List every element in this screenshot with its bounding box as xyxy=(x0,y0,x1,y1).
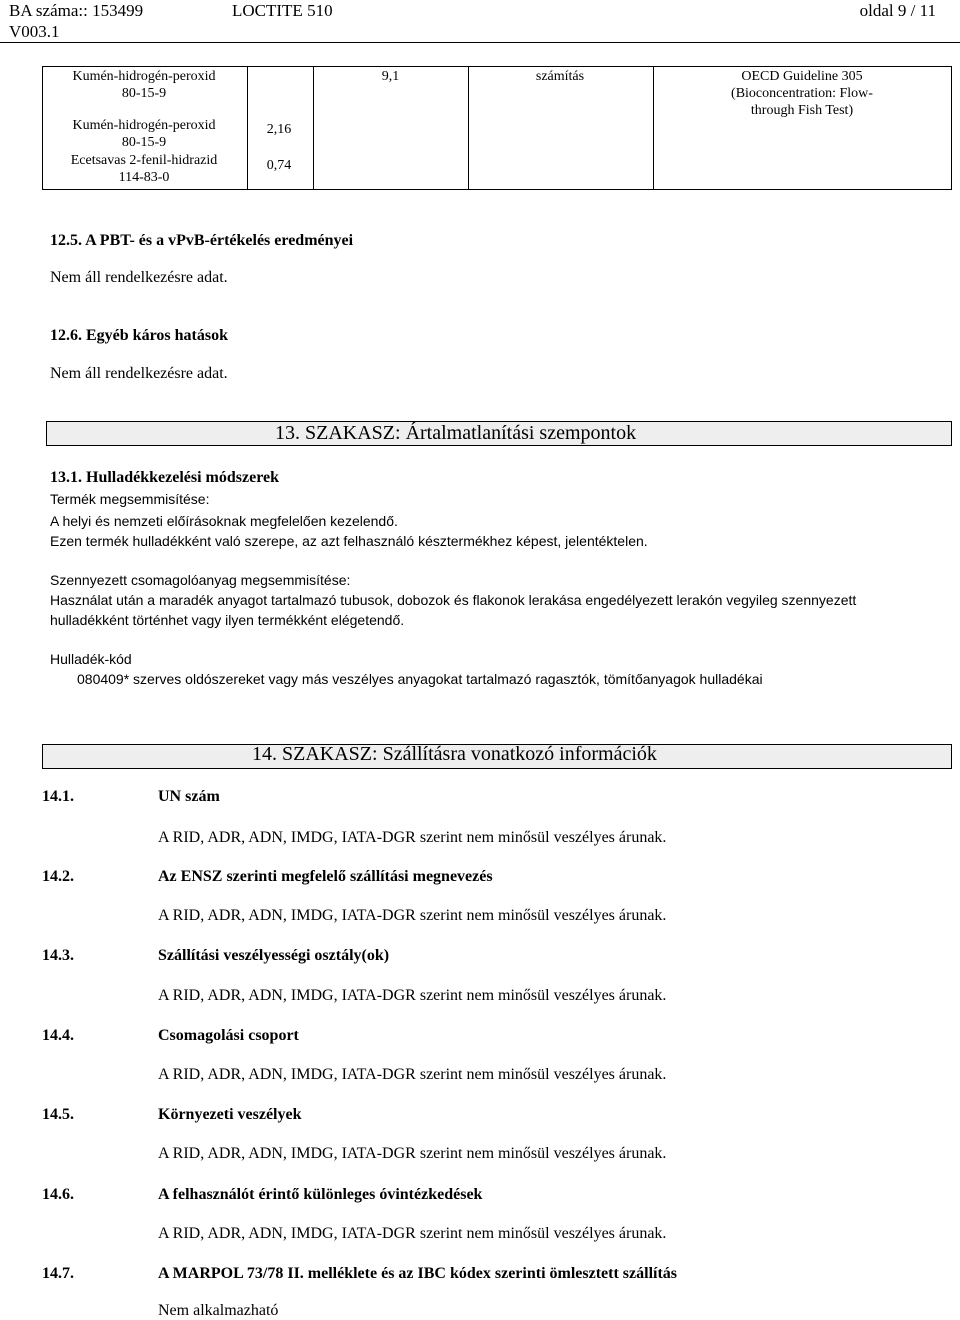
section-14-6-value: A RID, ADR, ADN, IMDG, IATA-DGR szerint nem minősül veszélyes árunak. xyxy=(158,1225,667,1242)
section-14-1-number: 14.1. xyxy=(42,788,74,805)
section-14-6-number: 14.6. xyxy=(42,1186,74,1203)
product-disposal-text: Ezen termék hulladékként való szerepe, az azt felhasználó késztermékhez képest, jelentéktelen. xyxy=(50,533,648,549)
section-14-6-title: A felhasználót érintő különleges óvintézkedések xyxy=(158,1186,483,1203)
section-14-2-number: 14.2. xyxy=(42,868,74,885)
section-14-title: 14. SZAKASZ: Szállításra vonatkozó információk xyxy=(252,743,657,765)
section-12-5-text: Nem áll rendelkezésre adat. xyxy=(50,269,228,286)
bio-table-substance xyxy=(44,68,244,186)
header-rule xyxy=(0,42,960,43)
cas-number: 80-15-9 xyxy=(121,86,167,101)
section-14-2-title: Az ENSZ szerinti megfelelő szállítási megnevezés xyxy=(158,868,493,885)
cas-number: 114-83-0 xyxy=(118,170,170,185)
table-divider xyxy=(468,67,469,189)
section-12-6-text: Nem áll rendelkezésre adat. xyxy=(50,365,228,382)
section-14-7-number: 14.7. xyxy=(42,1265,74,1282)
section-14-1-title: UN szám xyxy=(158,788,220,805)
bio-table-guideline xyxy=(654,68,950,119)
section-14-4-number: 14.4. xyxy=(42,1027,74,1044)
bio-table-value: 9,1 xyxy=(381,69,400,84)
guideline-line: OECD Guideline 305 xyxy=(741,69,863,84)
section-12-5-title: 12.5. A PBT- és a vPvB-értékelés eredményei xyxy=(50,232,354,249)
section-14-3-value: A RID, ADR, ADN, IMDG, IATA-DGR szerint nem minősül veszélyes árunak. xyxy=(158,987,667,1004)
waste-code-value: 080409* szerves oldószereket vagy más veszélyes anyagokat tartalmazó ragasztók, tömítőanyagok hulladékai xyxy=(77,671,763,687)
ba-number: BA száma:: 153499 xyxy=(9,1,144,20)
section-13-1-title: 13.1. Hulladékkezelési módszerek xyxy=(50,469,280,486)
substance-name: Kumén-hidrogén-peroxid xyxy=(72,69,216,84)
section-14-5-value: A RID, ADR, ADN, IMDG, IATA-DGR szerint nem minősül veszélyes árunak. xyxy=(158,1145,667,1162)
section-13-title: 13. SZAKASZ: Ártalmatlanítási szempontok xyxy=(275,422,637,444)
section-14-5-title: Környezeti veszélyek xyxy=(158,1106,302,1123)
packaging-disposal-text: Használat után a maradék anyagot tartalmazó tubusok, dobozok és flakonok lerakása engedélyezett lerakón vegyileg szennyezett xyxy=(50,592,857,608)
product-disposal-text: A helyi és nemzeti előírásoknak megfelelően kezelendő. xyxy=(50,513,398,529)
bio-table-method: számítás xyxy=(535,69,585,84)
section-14-4-title: Csomagolási csoport xyxy=(158,1027,299,1044)
substance-name: Kumén-hidrogén-peroxid xyxy=(72,118,216,133)
section-12-6-title: 12.6. Egyéb káros hatások xyxy=(50,327,228,344)
version: V003.1 xyxy=(9,22,60,41)
section-14-5-number: 14.5. xyxy=(42,1106,74,1123)
packaging-disposal-label: Szennyezett csomagolóanyag megsemmisítése: xyxy=(50,572,351,588)
bio-table-value: 2,16 xyxy=(266,122,292,137)
packaging-disposal-text: hulladékként történhet vagy ilyen termékként elégetendő. xyxy=(50,612,405,628)
substance-name: Ecetsavas 2-fenil-hidrazid xyxy=(70,153,218,168)
product-disposal-label: Termék megsemmisítése: xyxy=(50,491,210,507)
section-14-1-value: A RID, ADR, ADN, IMDG, IATA-DGR szerint nem minősül veszélyes árunak. xyxy=(158,829,667,846)
product-name: LOCTITE 510 xyxy=(232,1,333,20)
section-14-4-value: A RID, ADR, ADN, IMDG, IATA-DGR szerint nem minősül veszélyes árunak. xyxy=(158,1066,667,1083)
guideline-line: (Bioconcentration: Flow- xyxy=(731,86,873,101)
cas-number: 80-15-9 xyxy=(121,135,167,150)
section-14-3-number: 14.3. xyxy=(42,947,74,964)
waste-code-label: Hulladék-kód xyxy=(50,651,132,667)
section-14-7-title: A MARPOL 73/78 II. melléklete és az IBC kódex szerinti ömlesztett szállítás xyxy=(158,1265,678,1282)
bio-table-value: 0,74 xyxy=(266,158,292,173)
section-14-3-title: Szállítási veszélyességi osztály(ok) xyxy=(158,947,390,964)
section-14-7-value: Nem alkalmazható xyxy=(158,1302,279,1319)
page-number: oldal 9 / 11 xyxy=(859,1,936,20)
section-14-2-value: A RID, ADR, ADN, IMDG, IATA-DGR szerint nem minősül veszélyes árunak. xyxy=(158,907,667,924)
table-divider xyxy=(313,67,314,189)
guideline-line: through Fish Test) xyxy=(750,103,854,118)
